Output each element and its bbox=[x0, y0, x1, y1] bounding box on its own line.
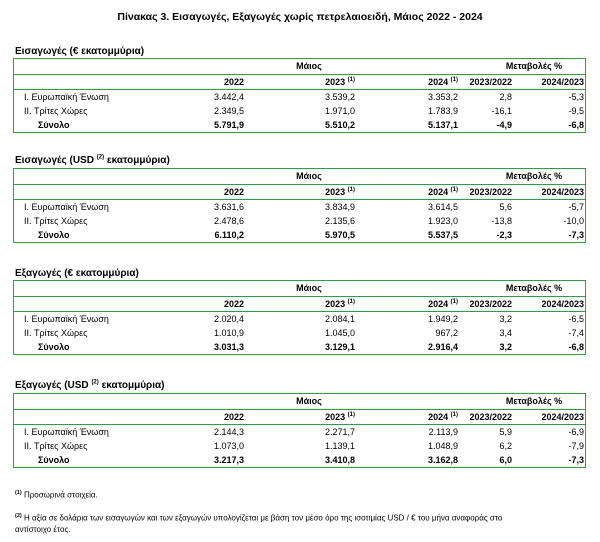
header-row-top bbox=[14, 281, 585, 297]
value-2023: 3.410,8 bbox=[324, 455, 355, 465]
value-2024: 1.949,2 bbox=[427, 314, 458, 324]
header-year-2022: 2022 bbox=[223, 412, 244, 422]
value-2023: 1.139,1 bbox=[324, 441, 355, 451]
row-label: Σύνολο bbox=[38, 342, 70, 352]
value-2022: 3.442,4 bbox=[213, 92, 244, 102]
total-row bbox=[14, 453, 585, 467]
header-sup-1: (1) bbox=[450, 77, 458, 83]
total-row bbox=[14, 228, 585, 242]
header-year-2024: 2024 $^{(1)}$ bbox=[428, 412, 458, 422]
total-row bbox=[14, 340, 585, 354]
header-year-2023: 2023 $^{(1)}$ bbox=[325, 77, 355, 87]
value-2022: 1.073,0 bbox=[213, 441, 244, 451]
header-sup-1: (1) bbox=[347, 187, 355, 193]
value-2022: 3.031,3 bbox=[213, 342, 244, 352]
header-row-years bbox=[14, 410, 585, 425]
change-2023-2022: 6,0 bbox=[499, 455, 512, 465]
table-row bbox=[14, 200, 585, 214]
value-2022: 2.478,6 bbox=[213, 216, 244, 226]
change-2024-2023: -6,5 bbox=[568, 314, 584, 324]
table-row bbox=[14, 104, 585, 118]
value-2023: 1.971,0 bbox=[324, 106, 355, 116]
header-year-2022: 2022 bbox=[223, 77, 244, 87]
value-2023: 3.539,2 bbox=[324, 92, 355, 102]
row-label: I. Ευρωπαϊκή Ένωση bbox=[24, 92, 109, 102]
header-month: Μάιος bbox=[296, 283, 322, 293]
header-sup-1: (1) bbox=[450, 299, 458, 305]
header-year-2022: 2022 bbox=[223, 299, 244, 309]
header-change-2023-2022: 2023/2022 bbox=[469, 412, 512, 422]
header-changes: Μεταβολές % bbox=[505, 171, 563, 181]
row-label: II. Τρίτες Χώρες bbox=[24, 328, 88, 338]
value-2023: 1.045,0 bbox=[324, 328, 355, 338]
header-year-2023: 2023 $^{(1)}$ bbox=[325, 299, 355, 309]
value-2022: 2.144,3 bbox=[213, 427, 244, 437]
header-year-2023: 2023 $^{(1)}$ bbox=[325, 412, 355, 422]
header-changes: Μεταβολές % bbox=[505, 61, 563, 71]
header-year-2024: 2024 $^{(1)}$ bbox=[428, 187, 458, 197]
header-row-top bbox=[14, 59, 585, 75]
value-2023: 2.084,1 bbox=[324, 314, 355, 324]
section-title-3 bbox=[15, 268, 139, 279]
value-2024: 3.353,2 bbox=[427, 92, 458, 102]
change-2024-2023: -10,0 bbox=[563, 216, 584, 226]
change-2024-2023: -7,3 bbox=[568, 455, 584, 465]
value-2023: 2.135,6 bbox=[324, 216, 355, 226]
change-2023-2022: -4,9 bbox=[496, 120, 512, 130]
data-table-1 bbox=[13, 58, 586, 133]
value-2022: 5.791,9 bbox=[213, 120, 244, 130]
change-2023-2022: -16,1 bbox=[491, 106, 512, 116]
change-2023-2022: 6,2 bbox=[499, 441, 512, 451]
change-2023-2022: 2,8 bbox=[499, 92, 512, 102]
change-2024-2023: -6,8 bbox=[568, 120, 584, 130]
change-2023-2022: 5,6 bbox=[499, 202, 512, 212]
section-title-sup: (2) bbox=[96, 154, 105, 161]
change-2023-2022: -2,3 bbox=[496, 230, 512, 240]
table-title: Πίνακας 3. Εισαγωγές, Εξαγωγές χωρίς πετρελαιοειδή, Μάιος 2022 - 2024 bbox=[117, 11, 483, 23]
table-row bbox=[14, 439, 585, 453]
footnote-1-mark: (1) bbox=[15, 490, 22, 496]
value-2022: 2.020,4 bbox=[213, 314, 244, 324]
footnote-2-text: Η αξία σε δολάρια των εισαγωγών και των εξαγωγών υπολογίζεται με βάση τον μέσο όρο της ισοτιμίας USD / € του μήνα αναφοράς στο bbox=[23, 513, 503, 523]
footnote-2 bbox=[15, 511, 590, 535]
change-2024-2023: -7,3 bbox=[568, 230, 584, 240]
header-month: Μάιος bbox=[296, 396, 322, 406]
row-label: II. Τρίτες Χώρες bbox=[24, 216, 88, 226]
header-sup-1: (1) bbox=[347, 299, 355, 305]
row-label: I. Ευρωπαϊκή Ένωση bbox=[24, 314, 109, 324]
value-2024: 2.113,9 bbox=[428, 427, 458, 437]
header-month: Μάιος bbox=[296, 61, 322, 71]
footnote-1 bbox=[15, 490, 98, 500]
row-label: Σύνολο bbox=[38, 230, 70, 240]
section-title-4 bbox=[15, 380, 165, 391]
value-2023: 3.834,9 bbox=[324, 202, 355, 212]
value-2023: 5.510,2 bbox=[324, 120, 355, 130]
table-row bbox=[14, 326, 585, 340]
header-sup-1: (1) bbox=[450, 412, 458, 418]
footnote-2-text-cont: αντίστοιχο έτος. bbox=[15, 524, 71, 534]
row-label: II. Τρίτες Χώρες bbox=[24, 441, 88, 451]
section-title-text: Εισαγωγές (€ εκατομμύρια) bbox=[15, 46, 145, 57]
value-2022: 6.110,2 bbox=[214, 230, 244, 240]
table-row bbox=[14, 425, 585, 439]
section-title-text: Εξαγωγές (USD bbox=[15, 380, 89, 391]
total-row bbox=[14, 118, 585, 132]
header-change-2024-2023: 2024/2023 bbox=[541, 299, 584, 309]
footnote-2-mark: (2) bbox=[15, 513, 22, 519]
change-2024-2023: -6,9 bbox=[568, 427, 584, 437]
header-row-top bbox=[14, 394, 585, 410]
change-2024-2023: -5,7 bbox=[568, 202, 584, 212]
value-2024: 967,2 bbox=[435, 328, 458, 338]
section-title-2 bbox=[15, 155, 170, 166]
data-table-3 bbox=[13, 280, 586, 355]
header-change-2024-2023: 2024/2023 bbox=[541, 187, 584, 197]
value-2024: 2.916,4 bbox=[427, 342, 458, 352]
value-2024: 1.048,9 bbox=[427, 441, 458, 451]
value-2024: 3.162,8 bbox=[427, 455, 458, 465]
value-2023: 5.970,5 bbox=[324, 230, 355, 240]
header-changes: Μεταβολές % bbox=[505, 396, 563, 406]
change-2024-2023: -5,3 bbox=[568, 92, 584, 102]
table-row bbox=[14, 312, 585, 326]
value-2022: 3.631,6 bbox=[213, 202, 244, 212]
change-2024-2023: -9,5 bbox=[568, 106, 584, 116]
value-2023: 2.271,7 bbox=[324, 427, 355, 437]
header-row-years bbox=[14, 185, 585, 200]
header-change-2023-2022: 2023/2022 bbox=[469, 299, 512, 309]
header-changes: Μεταβολές % bbox=[505, 283, 563, 293]
change-2023-2022: 3,4 bbox=[499, 328, 512, 338]
value-2022: 2.349,5 bbox=[213, 106, 244, 116]
change-2023-2022: -13,8 bbox=[491, 216, 512, 226]
header-year-2023: 2023 $^{(1)}$ bbox=[325, 187, 355, 197]
section-title-1 bbox=[15, 46, 144, 57]
row-label: I. Ευρωπαϊκή Ένωση bbox=[24, 427, 109, 437]
change-2024-2023: -7,9 bbox=[568, 441, 584, 451]
row-label: Σύνολο bbox=[38, 455, 70, 465]
header-change-2023-2022: 2023/2022 bbox=[469, 77, 512, 87]
value-2024: 1.923,0 bbox=[427, 216, 458, 226]
row-label: II. Τρίτες Χώρες bbox=[24, 106, 88, 116]
header-change-2024-2023: 2024/2023 bbox=[541, 77, 584, 87]
section-title-sup: (2) bbox=[91, 379, 99, 386]
data-table-2 bbox=[13, 168, 586, 243]
section-title-text: Εισαγωγές (USD bbox=[15, 155, 94, 166]
section-title-text: Εξαγωγές (€ εκατομμύρια) bbox=[15, 268, 139, 279]
header-year-2024: 2024 $^{(1)}$ bbox=[428, 77, 458, 87]
header-year-2024: 2024 $^{(1)}$ bbox=[428, 299, 458, 309]
change-2024-2023: -6,8 bbox=[568, 342, 584, 352]
data-table-4 bbox=[13, 393, 586, 468]
change-2024-2023: -7,4 bbox=[568, 328, 584, 338]
header-change-2024-2023: 2024/2023 bbox=[541, 412, 584, 422]
row-label: Σύνολο bbox=[38, 120, 70, 130]
footnote-1-text: Προσωρινά στοιχεία. bbox=[23, 490, 98, 500]
value-2024: 3.614,5 bbox=[427, 202, 458, 212]
header-sup-1: (1) bbox=[347, 77, 355, 83]
section-title-suffix: εκατομμύρια) bbox=[101, 380, 165, 391]
change-2023-2022: 3,2 bbox=[499, 314, 512, 324]
value-2024: 1.783,9 bbox=[427, 106, 458, 116]
header-year-2022: 2022 bbox=[223, 187, 244, 197]
header-change-2023-2022: 2023/2022 bbox=[469, 187, 512, 197]
header-row-years bbox=[14, 297, 585, 312]
value-2023: 3.129,1 bbox=[324, 342, 355, 352]
header-row-top bbox=[14, 169, 585, 185]
value-2024: 5.137,1 bbox=[427, 120, 458, 130]
header-sup-1: (1) bbox=[347, 412, 355, 418]
value-2022: 3.217,3 bbox=[213, 455, 244, 465]
change-2023-2022: 5,9 bbox=[499, 427, 512, 437]
header-row-years bbox=[14, 75, 585, 90]
table-row bbox=[14, 90, 585, 104]
table-row bbox=[14, 214, 585, 228]
value-2022: 1.010,9 bbox=[213, 328, 244, 338]
section-title-suffix: εκατομμύρια) bbox=[106, 155, 170, 166]
change-2023-2022: 3,2 bbox=[499, 342, 512, 352]
value-2024: 5.537,5 bbox=[427, 230, 458, 240]
header-month: Μάιος bbox=[296, 171, 322, 181]
header-sup-1: (1) bbox=[450, 187, 458, 193]
row-label: I. Ευρωπαϊκή Ένωση bbox=[24, 202, 109, 212]
